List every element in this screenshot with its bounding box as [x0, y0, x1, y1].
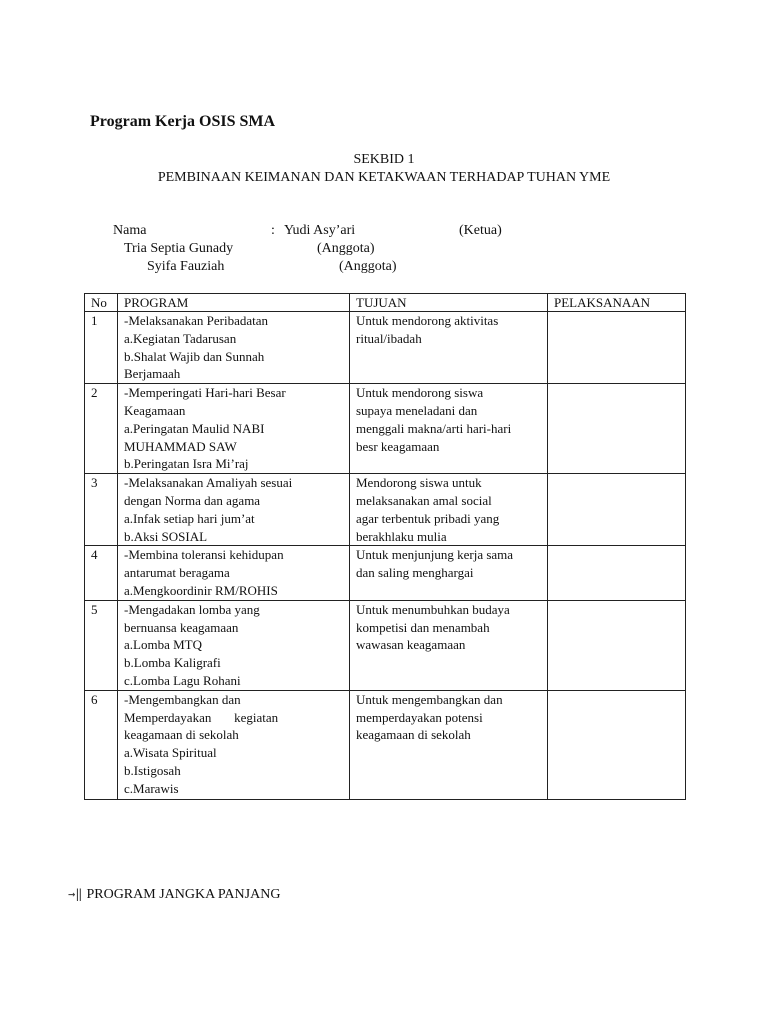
tujuan-line: wawasan keagamaan	[356, 637, 466, 653]
table-row	[85, 546, 686, 600]
cell-program	[118, 384, 350, 474]
tujuan-line: agar terbentuk pribadi yang	[356, 510, 500, 526]
cell-program	[118, 546, 350, 600]
table-row	[85, 600, 686, 690]
tujuan-line: memperdayakan potensi	[356, 709, 483, 725]
footer-label: PROGRAM JANGKA PANJANG	[86, 887, 281, 902]
program-line: -Memperingati Hari-hari Besar	[124, 385, 286, 401]
cell-tujuan	[350, 384, 548, 474]
cell-tujuan	[350, 690, 548, 799]
tujuan-line: Mendorong siswa untuk	[356, 475, 482, 491]
document-title: Program Kerja OSIS SMA	[90, 113, 276, 130]
program-line: a.Kegiatan Tadarusan	[124, 330, 237, 346]
cell-no: 1	[85, 312, 118, 384]
program-line: b.Lomba Kaligrafi	[124, 655, 221, 671]
program-line: a.Mengkoordinir RM/ROHIS	[124, 582, 278, 598]
program-line: antarumat beragama	[124, 565, 230, 581]
cell-no: 5	[85, 600, 118, 690]
tujuan-line: Untuk mendorong aktivitas	[356, 313, 499, 328]
cell-pelaksanaan	[548, 600, 686, 690]
program-line: Keagamaan	[124, 402, 186, 418]
tujuan-line: Untuk menjunjung kerja sama	[356, 547, 514, 563]
cell-tujuan	[350, 312, 548, 384]
cell-tujuan	[350, 546, 548, 600]
cell-pelaksanaan	[548, 474, 686, 546]
member-role: (Anggota)	[317, 241, 375, 256]
program-table	[84, 293, 686, 800]
cell-pelaksanaan	[548, 546, 686, 600]
program-line: -Melaksanakan Amaliyah sesuai	[124, 475, 293, 491]
cell-program	[118, 474, 350, 546]
member-role: (Ketua)	[459, 223, 502, 238]
header-no: No	[85, 294, 118, 312]
program-line: c.Marawis	[124, 780, 179, 796]
tujuan-line: Untuk mendorong siswa	[356, 385, 484, 401]
program-line: Berjamaah	[124, 366, 181, 382]
program-line: a.Peringatan Maulid NABI	[124, 420, 265, 436]
table-header-row	[85, 294, 686, 312]
tujuan-line: Untuk mengembangkan dan	[356, 691, 503, 707]
cell-no: 2	[85, 384, 118, 474]
tujuan-line: dan saling menghargai	[356, 565, 474, 581]
cell-pelaksanaan	[548, 690, 686, 799]
program-line: c.Lomba Lagu Rohani	[124, 672, 241, 688]
program-line: a.Lomba MTQ	[124, 637, 202, 653]
program-line: Memperdayakan kegiatan	[124, 709, 279, 725]
cell-pelaksanaan	[548, 384, 686, 474]
tujuan-line: ritual/ibadah	[356, 330, 422, 346]
member-name: Tria Septia Gunady	[124, 241, 234, 256]
cell-no: 3	[85, 474, 118, 546]
cell-program	[118, 690, 350, 799]
program-line: bernuansa keagamaan	[124, 619, 239, 635]
section-subtitle: PEMBINAAN KEIMANAN DAN KETAKWAAN TERHADAP TUHAN YME	[157, 170, 611, 185]
member-label: Nama	[113, 223, 147, 238]
cell-tujuan	[350, 474, 548, 546]
member-role: (Anggota)	[339, 259, 397, 274]
tujuan-line: melaksanakan amal social	[356, 492, 492, 508]
table-row	[85, 312, 686, 384]
program-line: -Melaksanakan Peribadatan	[124, 313, 269, 328]
program-line: -Mengadakan lomba yang	[124, 601, 260, 617]
program-line: b.Istigosah	[124, 762, 181, 778]
program-line: b.Aksi SOSIAL	[124, 528, 208, 544]
cell-no: 4	[85, 546, 118, 600]
cell-pelaksanaan	[548, 312, 686, 384]
tujuan-line: kompetisi dan menambah	[356, 619, 490, 635]
program-line: keagamaan di sekolah	[124, 727, 239, 743]
header-tujuan: TUJUAN	[350, 294, 548, 312]
program-line: b.Peringatan Isra Mi’raj	[124, 456, 249, 472]
tujuan-line: besr keagamaan	[356, 438, 440, 454]
member-separator: :	[271, 223, 275, 238]
program-line: a.Wisata Spiritual	[124, 745, 217, 761]
program-line: b.Shalat Wajib dan Sunnah	[124, 348, 265, 364]
section-heading: SEKBID 1	[353, 152, 415, 167]
tab-arrow-icon: →‖	[68, 887, 83, 901]
cell-no: 6	[85, 690, 118, 799]
table-row	[85, 474, 686, 546]
tujuan-line: supaya meneladani dan	[356, 402, 478, 418]
section-footer-item	[68, 885, 280, 904]
cell-program	[118, 312, 350, 384]
table-row	[85, 384, 686, 474]
cell-tujuan	[350, 600, 548, 690]
tujuan-line: menggali makna/arti hari-hari	[356, 420, 512, 436]
tujuan-line: berakhlaku mulia	[356, 528, 447, 544]
program-line: -Mengembangkan dan	[124, 691, 241, 707]
program-line: -Membina toleransi kehidupan	[124, 547, 284, 563]
program-line: dengan Norma dan agama	[124, 492, 261, 508]
program-line: a.Infak setiap hari jum’at	[124, 510, 255, 526]
table-row	[85, 690, 686, 799]
tujuan-line: keagamaan di sekolah	[356, 727, 471, 743]
tujuan-line: Untuk menumbuhkan budaya	[356, 601, 510, 617]
member-name: Yudi Asy’ari	[284, 223, 356, 238]
header-pelaksanaan: PELAKSANAAN	[548, 294, 686, 312]
header-program: PROGRAM	[118, 294, 350, 312]
program-line: MUHAMMAD SAW	[124, 438, 237, 454]
member-name: Syifa Fauziah	[147, 259, 225, 274]
cell-program	[118, 600, 350, 690]
